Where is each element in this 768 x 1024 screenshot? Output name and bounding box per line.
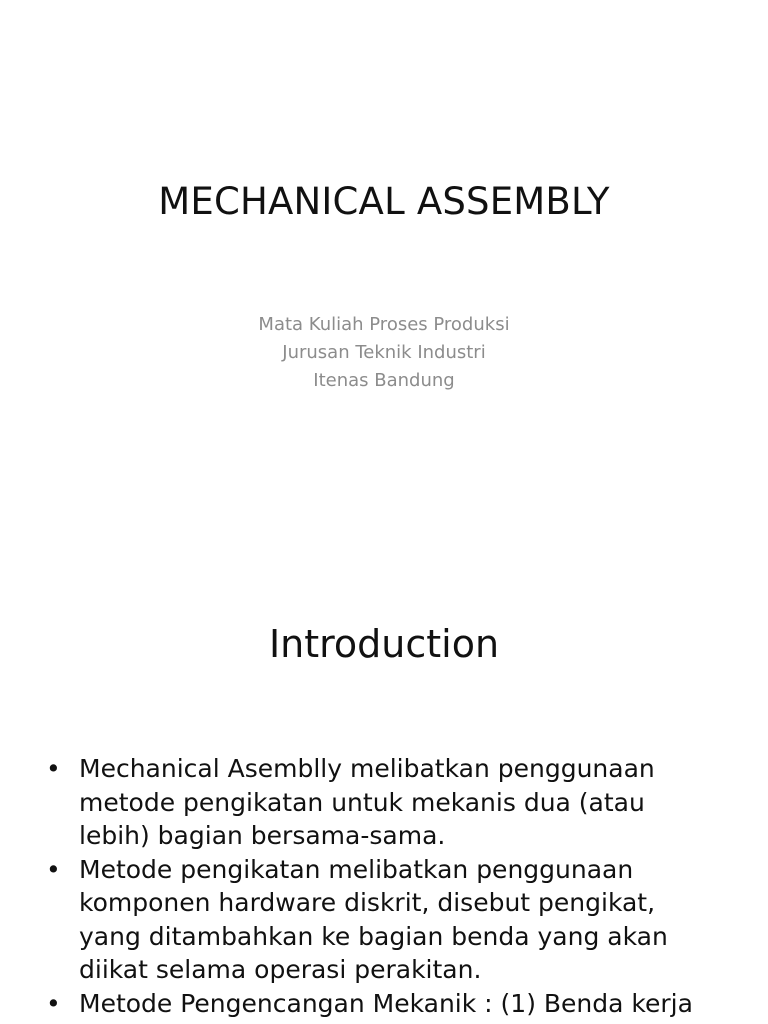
- bullet-line: yang ditambahkan ke bagian benda yang akan: [79, 921, 668, 951]
- subtitle-line-course: Mata Kuliah Proses Produksi: [258, 314, 510, 335]
- bullet-list: [44, 752, 764, 1020]
- slide-subtitle: [0, 311, 768, 395]
- bullet-item: [44, 752, 764, 853]
- bullet-line: komponen hardware diskrit, disebut pengikat,: [79, 888, 656, 917]
- bullet-item: [44, 987, 764, 1021]
- slide-title: MECHANICAL ASSEMBLY: [158, 180, 610, 223]
- bullet-line: • Metode pengikatan melibatkan penggunaan: [79, 854, 634, 884]
- introduction-slide: [0, 512, 768, 1024]
- bullet-line: lebih) bagian bersama-sama.: [79, 821, 446, 850]
- bullet-line: • Mechanical Asemblly melibatkan penggunaan: [79, 754, 655, 783]
- bullet-line: • Metode Pengencangan Mekanik : (1) Benda kerja: [79, 988, 693, 1018]
- slide-heading: Introduction: [268, 622, 500, 666]
- bullet-item: [44, 853, 764, 987]
- subtitle-line-institution: Itenas Bandung: [313, 370, 455, 391]
- bullet-line: diikat selama operasi perakitan.: [79, 955, 482, 984]
- bullet-line: metode pengikatan untuk mekanis dua (atau: [79, 787, 645, 817]
- subtitle-line-department: Jurusan Teknik Industri: [282, 342, 486, 363]
